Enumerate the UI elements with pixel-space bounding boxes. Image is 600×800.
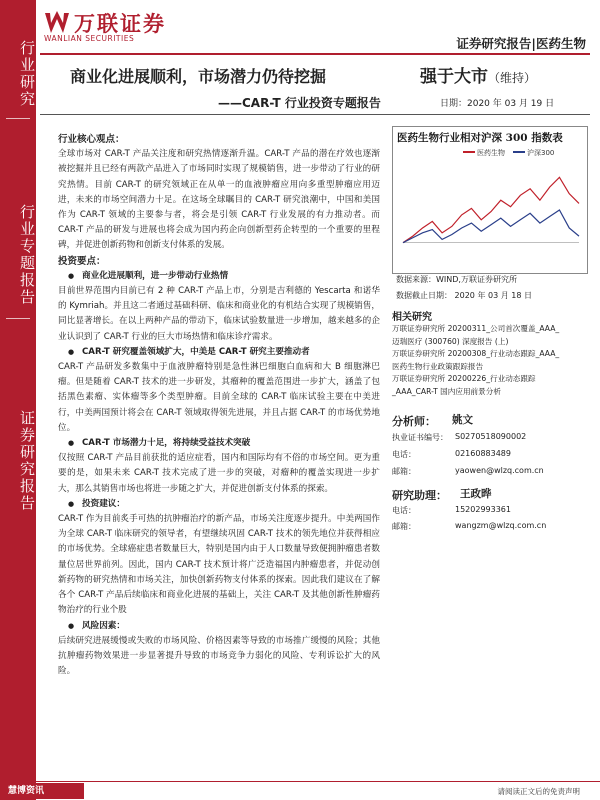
sidebar-label-securities-report: 证券研究报告	[18, 410, 36, 512]
related-item: 迈瑞医疗 (300760) 深度报告 (上)	[392, 336, 509, 346]
assistant-phone-row	[392, 505, 511, 516]
sidebar-label-topic-report: 行业专题报告	[18, 204, 36, 306]
analyst-cert-label: 执业证书编号：	[392, 433, 448, 442]
chart-source: 数据来源：WIND,万联证券研究所	[396, 275, 517, 284]
report-title: 商业化进展顺利，市场潜力仍待挖掘	[70, 67, 327, 86]
analyst-phone-label: 电话：	[392, 450, 416, 459]
analyst-label-text: 分析师：	[392, 415, 436, 428]
main-content	[58, 132, 380, 679]
paragraph-risk-factors: 后续研究进展缓慢或失败的市场风险、价格因素等导致的市场推广缓慢的风险；其他抗肿瘤药物效果进一步显著提升导致的市场竞争力弱化的风险、专利诉讼扩大的风险。	[58, 635, 380, 677]
report-type: 证券研究报告|医药生物	[456, 36, 586, 51]
sidebar-divider	[6, 118, 30, 119]
header-divider	[40, 53, 590, 55]
sidebar	[0, 0, 36, 800]
bullet-coverage: ● CAR-T 研究覆盖领域扩大，中美是 CAR-T 研究主要推动者	[58, 345, 380, 360]
logo-w-icon	[44, 11, 70, 35]
analyst-name: 姚文	[452, 414, 473, 426]
analyst-cert-row	[392, 432, 527, 443]
related-item: 万联证券研究所 20200308_行业动态跟踪_AAA_	[392, 349, 560, 358]
bullet-risk-factors: ● 风险因素：	[58, 619, 380, 634]
legend-label: 医药生物	[477, 149, 505, 157]
title-divider	[40, 114, 590, 115]
report-date: 日期：2020 年 03 月 19 日	[440, 99, 555, 109]
analyst-phone-row	[392, 449, 511, 460]
series-line-0	[403, 177, 579, 242]
rating-value: 强于大市	[420, 67, 488, 87]
analyst-email-label: 邮箱：	[392, 467, 416, 476]
footer-brand: 慧博资讯	[4, 783, 84, 799]
assistant-name: 王政晔	[460, 488, 492, 500]
assistant-email-link[interactable]: wangzm@wlzq.com.cn	[455, 521, 547, 530]
legend-label: 沪深300	[527, 149, 555, 157]
related-research-list	[392, 323, 588, 398]
related-item: 万联证券研究所 20200311_公司首次覆盖_AAA_	[392, 324, 560, 333]
assistant-phone-value: 15202993361	[455, 505, 511, 514]
logo-chinese-name: 万联证券	[74, 11, 166, 36]
points-heading: 投资要点：	[58, 255, 106, 267]
footer-divider	[0, 781, 600, 782]
bullet-commercialization: ● 商业化进展顺利，进一步带动行业热情	[58, 269, 380, 284]
chart-title: 医药生物行业相对沪深 300 指数表	[397, 132, 563, 144]
related-research-heading: 相关研究	[392, 312, 432, 323]
paragraph-commercialization: 目前世界范围内目前已有 2 种 CAR-T 产品上市，分别是吉利德的 Yescarta 和诺华的 Kymriah。并且这二者通过基础科研、临床和商业化的有机结合实现了规模销售，同比显著增长。在以上两种产品的带动下，临床试验数量进一步增加，越来越多的企业认识到了 CAR-T 行业的巨大市场热情和临床诊疗需求。	[58, 286, 380, 342]
analyst-label	[392, 413, 473, 429]
paragraph-market-potential: 仅按照 CAR-T 产品目前获批的适应症看，国内和国际均有不俗的市场空间。更为重要的是，如果未来 CAR-T 技术完成了进一步的突破，对瘤种的覆盖实现进一步扩大，那么其销售市场也将进一步随之扩大，并促进创新支付体系的探索。	[58, 453, 380, 494]
industry-rating	[420, 62, 536, 87]
series-line-1	[403, 210, 579, 243]
rating-note: （维持）	[488, 71, 537, 85]
relative-index-chart	[392, 126, 588, 274]
sidebar-divider	[6, 318, 30, 319]
disclaimer-note: 请阅读正文后的免责声明	[497, 787, 580, 796]
bullet-investment-advice: ● 投资建议：	[58, 497, 380, 512]
assistant-email-row	[392, 521, 547, 532]
bullet-market-potential: ● CAR-T 市场潜力十足，将持续受益技术突破	[58, 436, 380, 451]
sidebar-label-industry-research: 行业研究	[18, 40, 36, 108]
paragraph-coverage: CAR-T 产品研发多数集中于血液肿瘤特别是急性淋巴细胞白血病和大 B 细胞淋巴瘤。但是随着 CAR-T 技术的进一步研发，其瘤种的覆盖范围进一步扩大，涵盖了包括黑色素瘤、实体瘤等多个类型肿瘤。目前全球的 CAR-T 临床试验主要在中美进行，中美两国预计将会在 CAR-T 领域取得领先进展，并且占据 CAR-T 的市场优势地位。	[58, 362, 380, 433]
assistant-phone-label: 电话：	[392, 506, 416, 515]
related-item: _AAA_CAR-T 国内应用前景分析	[392, 386, 501, 396]
chart-plot	[393, 145, 587, 273]
assistant-label-text: 研究助理：	[392, 489, 447, 502]
analyst-cert-value: S0270518090002	[455, 432, 527, 441]
related-item: 医药生物行业政策跟踪报告	[392, 361, 484, 371]
paragraph-investment-advice: CAR-T 作为目前炙手可热的抗肿瘤治疗的新产品，市场关注度逐步提升。中美两国作为全球 CAR-T 临床研究的领导者，有望继续巩固 CAR-T 技术的领先地位并获得相应的市场优势。全球癌症患者数量巨大，特别是国内由于人口数量导致便拥肿瘤患者数量位居世界前列。因此，国内 CAR-T 技术预计将广泛造福国内肿瘤患者，并促动创新药物的研究热情和市场关注，加快创新药物支付体系的探索。因此我们建议在了解各个 CAR-T 产品后续临床和商业化进展的基础上，关注 CAR-T 及其他创新性肿瘤药物治疗的行业个股	[58, 514, 380, 616]
analyst-email-link[interactable]: yaowen@wlzq.com.cn	[455, 466, 544, 475]
analyst-phone-value: 02160883489	[455, 449, 511, 458]
analyst-email-row	[392, 466, 544, 477]
core-text: 全球市场对 CAR-T 产品关注度和研究热情逐渐升温。CAR-T 产品的潜在疗效也逐渐被挖掘并且已经有两款产品进入了市场同时实现了规模销售，进一步带动了行业的研究热情。目前 CAR-T 的研究领域正在从单一的血液肿瘤应用向多重型肿瘤应用迈进，未来的市场空间潜力十足。在这场全球瞩目的 CAR-T 研究浪潮中，中国和美国作为 CAR-T 领域的主要参与者，将会是引领 CAR-T 行业发展的有力推动者。而 CAR-T 产品的研发与进展也将会成为国内药企向创新型药企转型的一个重要的里程碑，并促进创新药物和创新支付体系的发展。	[58, 149, 380, 251]
assistant-label	[392, 487, 492, 503]
data-cutoff: 数据截止日期： 2020 年 03 月 18 日	[396, 291, 532, 300]
assistant-email-label: 邮箱：	[392, 522, 416, 531]
logo-english-name: WANLIAN SECURITIES	[44, 34, 135, 43]
related-item: 万联证券研究所 20200226_行业动态跟踪	[392, 374, 536, 383]
report-subtitle: ——CAR-T 行业投资专题报告	[218, 96, 381, 110]
core-heading: 行业核心观点：	[58, 134, 125, 145]
